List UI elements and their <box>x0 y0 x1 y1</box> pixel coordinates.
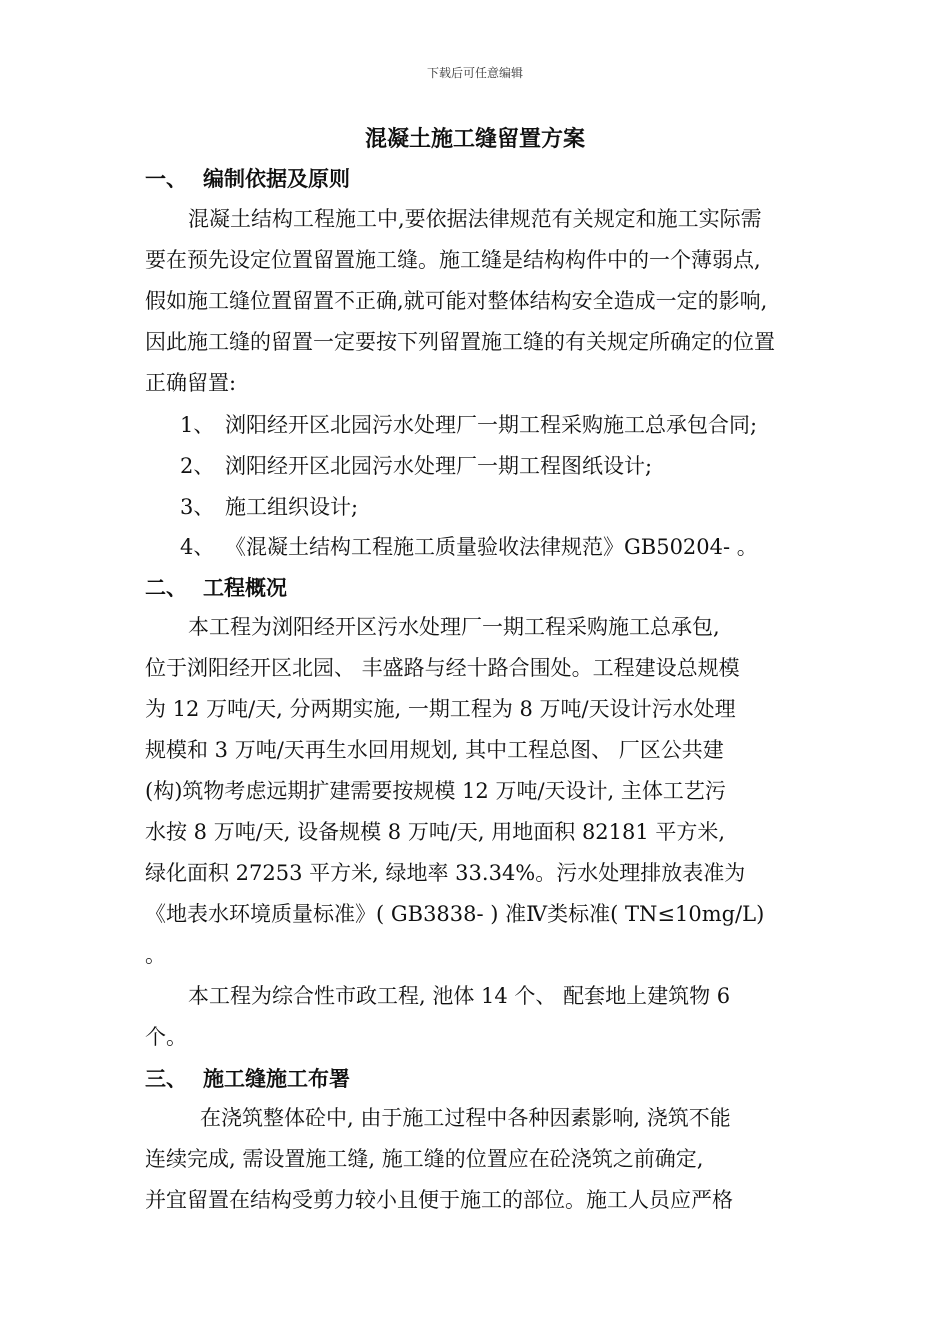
list-item <box>180 450 652 480</box>
paragraph-line: 位于浏阳经开区北园、 丰盛路与经十路合围处。工程建设总规模 <box>145 656 740 680</box>
paragraph-line: 。 <box>145 943 166 967</box>
paragraph-line: 并宜留置在结构受剪力较小且便于施工的部位。施工人员应严格 <box>145 1188 733 1212</box>
paragraph-line: (构)筑物考虑远期扩建需要按规模 12 万吨/天设计, 主体工艺污 <box>145 779 726 803</box>
paragraph-line: 为 12 万吨/天, 分两期实施, 一期工程为 8 万吨/天设计污水处理 <box>145 697 736 721</box>
section-heading <box>145 1063 350 1093</box>
section-number: 二、 <box>145 576 187 600</box>
section-number: 一、 <box>145 167 187 191</box>
paragraph-line: 要在预先设定位置留置施工缝。施工缝是结构构件中的一个薄弱点, <box>145 248 761 272</box>
list-item-number: 4、 <box>180 535 215 559</box>
list-item-number: 2、 <box>180 454 215 478</box>
section-heading <box>145 163 350 193</box>
paragraph-line: 正确留置: <box>145 371 237 395</box>
paragraph-line: 个。 <box>145 1025 187 1049</box>
list-item <box>180 531 758 561</box>
section-heading <box>145 572 287 602</box>
paragraph-line: 本工程为综合性市政工程, 池体 14 个、 配套地上建筑物 6 <box>188 984 731 1008</box>
paragraph-line: 假如施工缝位置留置不正确,就可能对整体结构安全造成一定的影响, <box>145 289 768 313</box>
paragraph-line: 本工程为浏阳经开区污水处理厂一期工程采购施工总承包, <box>188 615 720 639</box>
list-item-text: 浏阳经开区北园污水处理厂一期工程图纸设计; <box>225 454 653 478</box>
paragraph-line: 在浇筑整体砼中, 由于施工过程中各种因素影响, 浇筑不能 <box>200 1106 731 1130</box>
list-item-number: 3、 <box>180 495 215 519</box>
list-item-text: 《混凝土结构工程施工质量验收法律规范》GB50204- 。 <box>225 535 758 559</box>
paragraph-line: 绿化面积 27253 平方米, 绿地率 33.34%。污水处理排放表准为 <box>145 861 746 885</box>
paragraph-line: 因此施工缝的留置一定要按下列留置施工缝的有关规定所确定的位置 <box>145 330 775 354</box>
list-item <box>180 491 358 521</box>
paragraph-line: 混凝土结构工程施工中,要依据法律规范有关规定和施工实际需 <box>188 207 762 231</box>
paragraph-line: 水按 8 万吨/天, 设备规模 8 万吨/天, 用地面积 82181 平方米, <box>145 820 726 844</box>
list-item <box>180 409 757 439</box>
section-title: 施工缝施工布署 <box>203 1067 350 1091</box>
document-title: 混凝土施工缝留置方案 <box>364 127 585 152</box>
page-header-note: 下载后可任意编辑 <box>426 66 523 80</box>
paragraph-line: 连续完成, 需设置施工缝, 施工缝的位置应在砼浇筑之前确定, <box>145 1147 704 1171</box>
paragraph-line: 规模和 3 万吨/天再生水回用规划, 其中工程总图、 厂区公共建 <box>145 738 724 762</box>
list-item-text: 浏阳经开区北园污水处理厂一期工程采购施工总承包合同; <box>225 413 758 437</box>
section-number: 三、 <box>145 1067 187 1091</box>
paragraph-line: 《地表水环境质量标准》( GB3838- ) 准Ⅳ类标准( TN≤10mg/L) <box>145 902 765 926</box>
list-item-text: 施工组织设计; <box>225 495 359 519</box>
list-item-number: 1、 <box>180 413 215 437</box>
section-title: 工程概况 <box>203 576 287 600</box>
section-title: 编制依据及原则 <box>203 167 350 191</box>
